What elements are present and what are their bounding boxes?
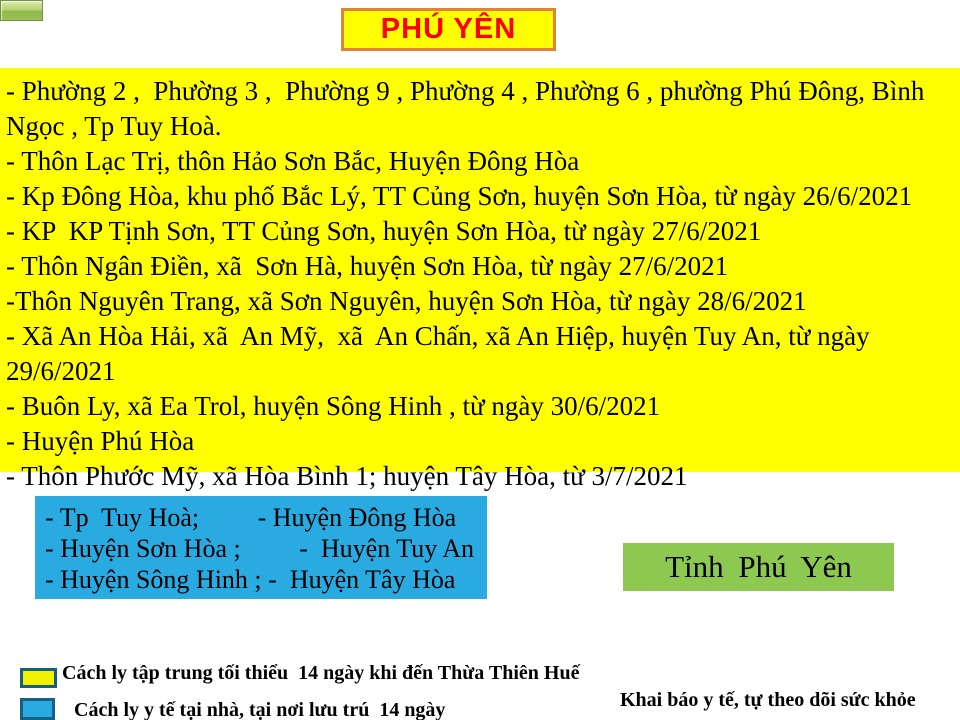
list-item: - Phường 2 , Phường 3 , Phường 9 , Phường 4 , Phường 6 , phường Phú Đông, Bình Ngọc , Tp Tuy Hoà. — [6, 76, 932, 141]
districts-box — [35, 496, 487, 599]
legend-yellow-swatch — [20, 668, 57, 688]
legend-label-quarantine-home: Cách ly y tế tại nhà, tại nơi lưu trú 14 ngày — [74, 699, 446, 720]
legend-label-health-declaration: Khai báo y tế, tự theo dõi sức khỏe — [620, 689, 916, 711]
list-item: - Thôn Phước Mỹ, xã Hòa Bình 1; huyện Tây Hòa, từ 3/7/2021 — [6, 461, 688, 491]
list-item: - Kp Đông Hòa, khu phố Bắc Lý, TT Củng Sơn, huyện Sơn Hòa, từ ngày 26/6/2021 — [6, 181, 913, 211]
legend-green-swatch — [0, 0, 43, 21]
province-label-box — [623, 543, 894, 591]
district-line: - Huyện Sơn Hòa ; - Huyện Tuy An — [45, 534, 475, 563]
legend-label-quarantine-centralized: Cách ly tập trung tối thiểu 14 ngày khi đến Thừa Thiên Huế — [62, 662, 580, 684]
list-item: - Buôn Ly, xã Ea Trol, huyện Sông Hinh , từ ngày 30/6/2021 — [6, 391, 661, 421]
district-line: - Tp Tuy Hoà; - Huyện Đông Hòa — [45, 503, 457, 532]
list-item: - KP KP Tịnh Sơn, TT Củng Sơn, huyện Sơn Hòa, từ ngày 27/6/2021 — [6, 216, 762, 246]
list-item: - Thôn Lạc Trị, thôn Hảo Sơn Bắc, Huyện Đông Hòa — [6, 146, 580, 176]
page-title: PHÚ YÊN — [380, 13, 517, 45]
list-item: - Huyện Phú Hòa — [6, 426, 195, 456]
list-item: - Thôn Ngân Điền, xã Sơn Hà, huyện Sơn Hòa, từ ngày 27/6/2021 — [6, 251, 729, 281]
legend-blue-swatch — [20, 698, 55, 720]
list-item: -Thôn Nguyên Trang, xã Sơn Nguyên, huyện Sơn Hòa, từ ngày 28/6/2021 — [6, 286, 807, 316]
affected-areas-list-box — [0, 68, 960, 491]
district-line: - Huyện Sông Hinh ; - Huyện Tây Hòa — [45, 565, 456, 594]
title-box — [341, 8, 556, 51]
list-item: - Xã An Hòa Hải, xã An Mỹ, xã An Chấn, xã An Hiệp, huyện Tuy An, từ ngày 29/6/2021 — [6, 321, 877, 386]
province-label: Tỉnh Phú Yên — [665, 549, 852, 584]
